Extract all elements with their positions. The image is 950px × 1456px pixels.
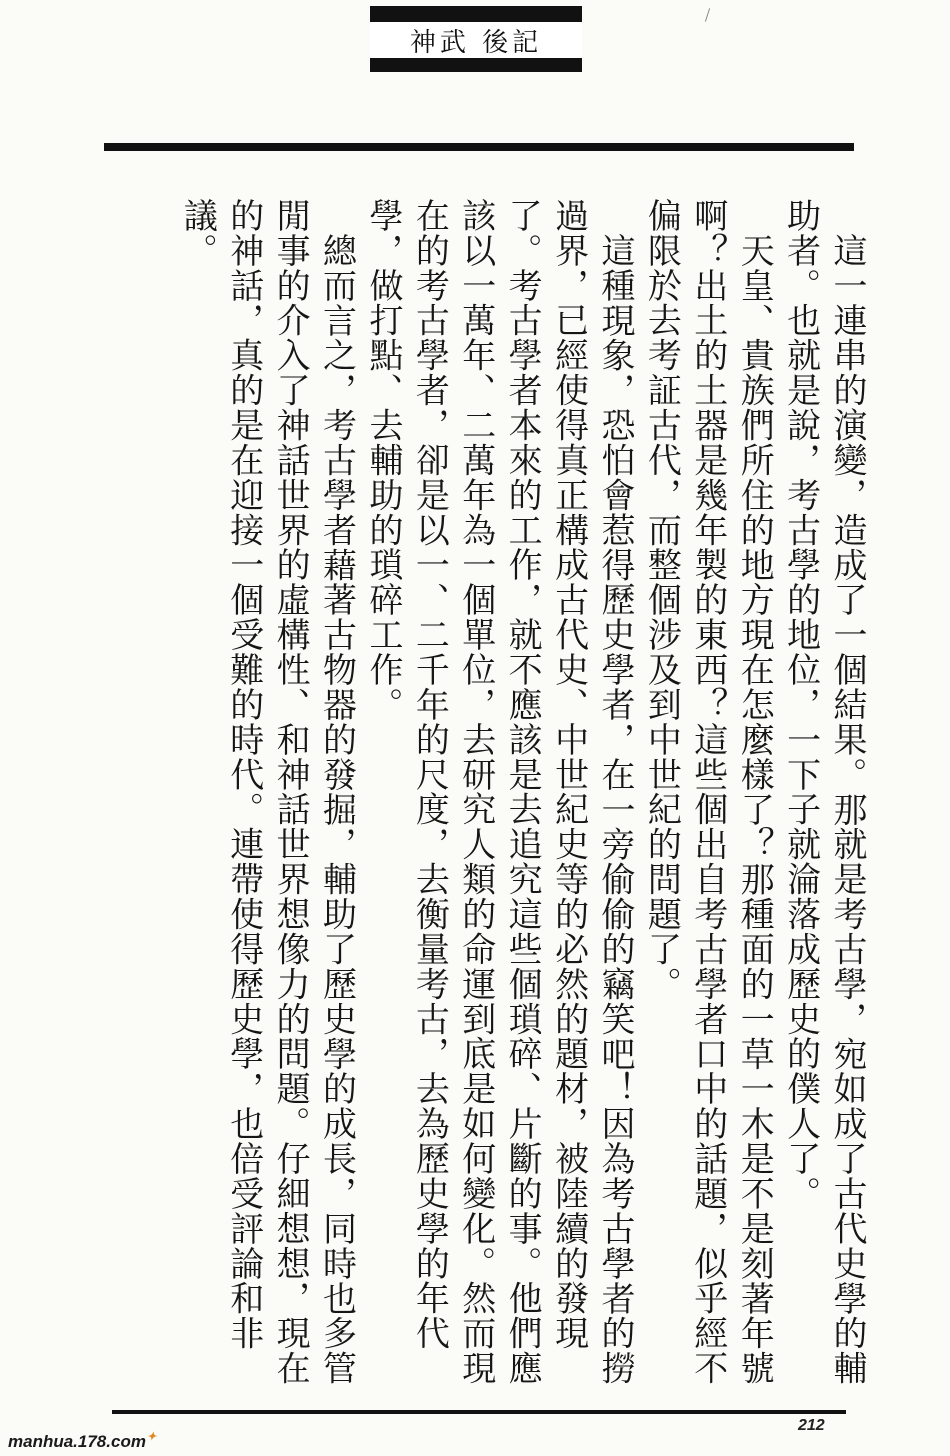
paragraph-3: 這種現象，恐怕會惹得歷史學者，在一旁偷偷的竊笑吧！因為考古學者的撈過界，已經使得真正構成古代史、中世紀史等的必然的題材，被陸續的發現了。考古學者本來的工作，就不應該是去追究這些個瑣碎、片斷的事。他們應該以一萬年、二萬年為一個單位，去研究人類的命運到底是如何變化。然而現在的考古學者，卻是以一、二千年的尺度，去衡量考古，去為歷史學的年代學，做打點、去輔助的瑣碎工作。 bbox=[362, 198, 635, 1386]
top-divider bbox=[104, 143, 854, 151]
paragraph-4: 總而言之，考古學者藉著古物器的發掘，輔助了歷史學的成長，同時也多管閒事的介入了神話世界的虛構性、和神話世界想像力的問題。仔細想想，現在的神話，真的是在迎接一個受難的時代。連帶使得歷史學，也倍受評論和非議。 bbox=[177, 198, 357, 1386]
header-box bbox=[370, 22, 582, 58]
vertical-text-body bbox=[100, 198, 870, 1388]
watermark bbox=[8, 1432, 156, 1452]
paragraph-1: 這一連串的演變，造成了一個結果。那就是考古學，宛如成了古代史學的輔助者。也就是說，考古學的地位，一下子就淪落成歷史的僕人了。 bbox=[780, 198, 867, 1386]
page-number: 212 bbox=[798, 1417, 825, 1434]
star-icon: ✦ bbox=[146, 1431, 157, 1443]
scan-mark bbox=[705, 8, 710, 22]
bottom-divider bbox=[112, 1410, 846, 1414]
header-bar-top bbox=[370, 6, 582, 22]
header-bar-bottom bbox=[370, 58, 582, 72]
page-title: 神武 後記 bbox=[409, 27, 543, 58]
watermark-text: manhua.178.com bbox=[8, 1432, 146, 1451]
paragraph-2: 天皇、貴族們所住的地方現在怎麼樣了？那種面的一草一木是不是刻著年號啊？出土的土器是幾年製的東西？這些個出自考古學者口中的話題，似乎經不偏限於去考証古代，而整個涉及到中世紀的問題了。 bbox=[641, 198, 775, 1386]
